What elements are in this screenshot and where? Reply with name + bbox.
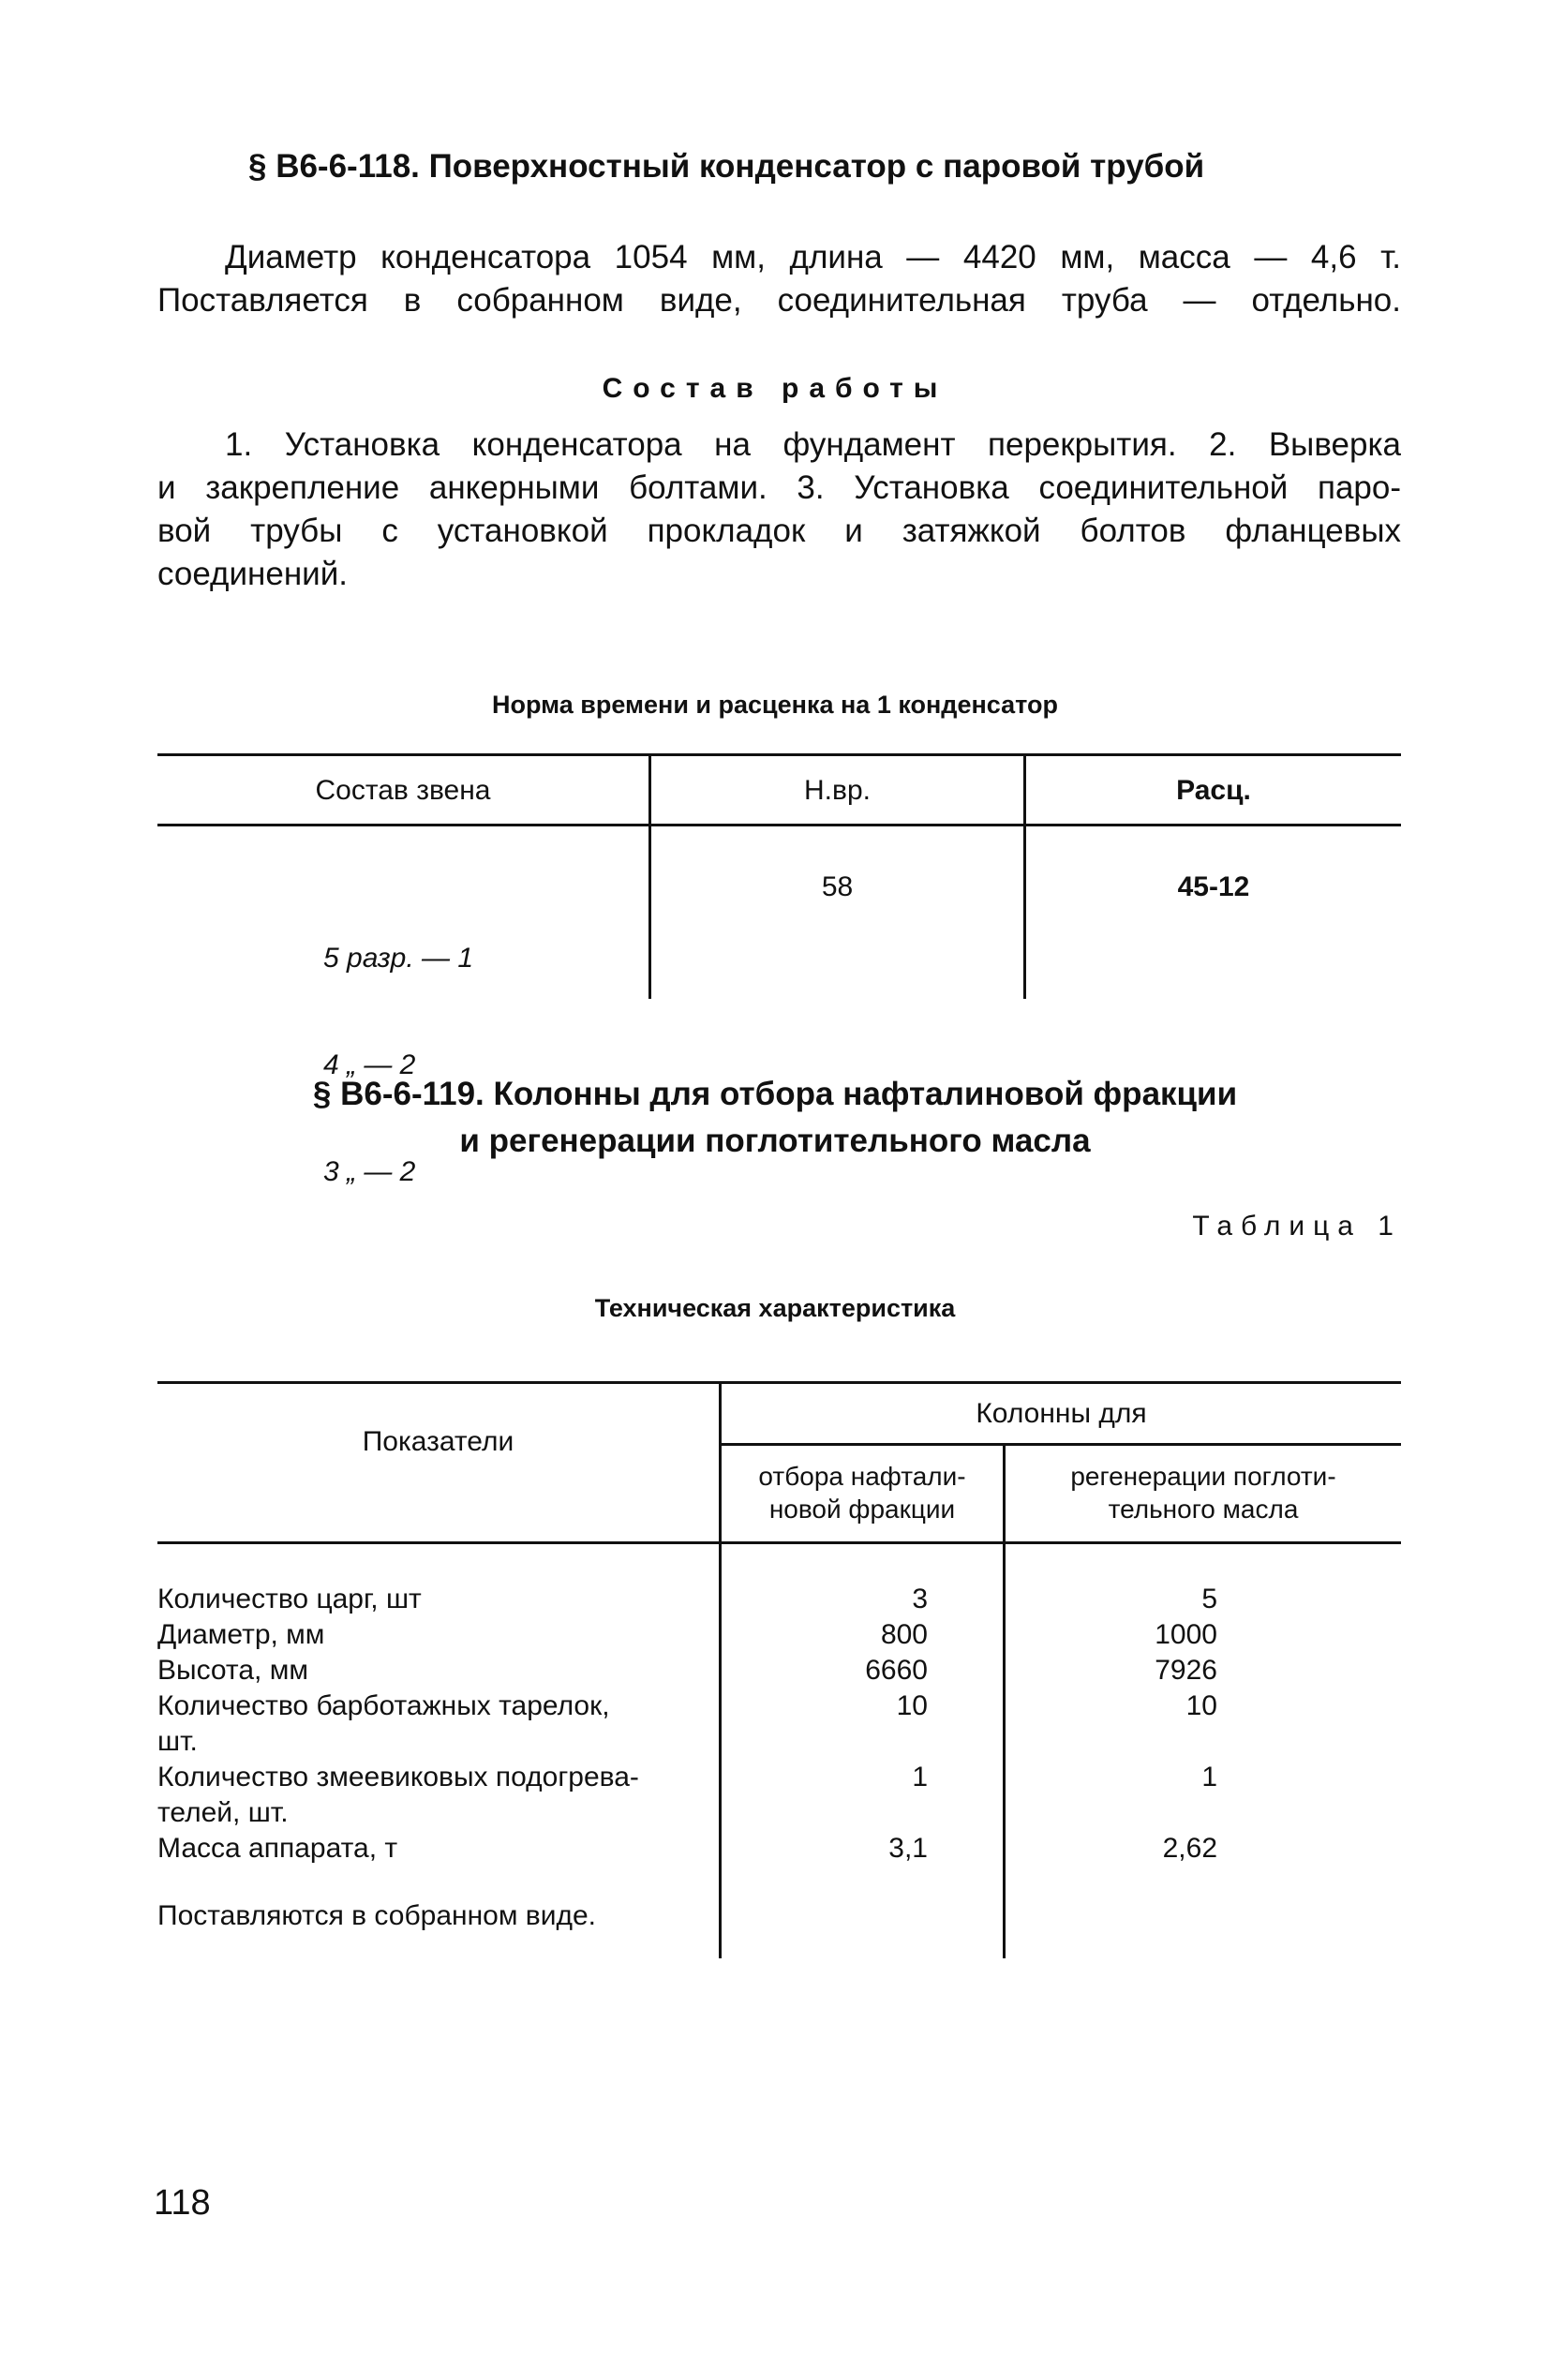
table-row [157, 1760, 1401, 1831]
crew-line: 4 „ — 2 [323, 1049, 416, 1080]
table-row [157, 1617, 1401, 1653]
section-heading-b6-6-119 [0, 1071, 1550, 1165]
description-line: Поставляется в собранном виде, соединительная труба — отдельно. [157, 282, 1401, 319]
rate-value: 45-12 [1177, 871, 1250, 902]
description-line: Диаметр конденсатора 1054 мм, длина — 4420 мм, масса — 4,6 т. [225, 239, 1401, 275]
table-number-label: Таблица 1 [1192, 1211, 1402, 1242]
norm-value: 58 [821, 871, 854, 902]
row-label: Высота, мм [157, 1655, 308, 1686]
norm-table-header-rule [157, 824, 1401, 826]
row-value-a: 3 [912, 1584, 928, 1614]
work-composition-title: Состав работы [602, 373, 948, 404]
condenser-description [157, 236, 1401, 322]
delivery-note: Поставляются в собранном виде. [157, 1900, 597, 1931]
row-value-b: 1000 [1155, 1619, 1217, 1650]
tech-table-group-rule [722, 1443, 1401, 1446]
norm-table-caption: Норма времени и расценка на 1 конденсатор [492, 691, 1058, 719]
work-line: соединений. [157, 556, 348, 592]
header-columns-for: Колонны для [976, 1398, 1147, 1429]
page-number: 118 [154, 2183, 211, 2223]
tech-table-body [157, 1582, 1401, 1867]
header-line: новой фракции [768, 1495, 956, 1524]
norm-table-top-rule [157, 753, 1401, 756]
row-value-b: 10 [1185, 1690, 1217, 1721]
row-label-line: Количество змеевиковых подогрева- [157, 1762, 639, 1792]
header-norm: Н.вр. [804, 775, 871, 806]
header-indicators: Показатели [362, 1426, 514, 1457]
tech-table-header-rule [157, 1541, 1401, 1544]
heading-line: и регенерации поглотительного масла [459, 1123, 1091, 1159]
row-value-b: 7926 [1155, 1655, 1217, 1686]
work-line: 1. Установка конденсатора на фундамент перекрытия. 2. Выверка [225, 426, 1401, 463]
row-value-b: 5 [1201, 1584, 1217, 1614]
header-rate: Расц. [1176, 775, 1251, 806]
row-label: Количество царг, шт [157, 1584, 422, 1614]
tech-table-caption: Техническая характеристика [594, 1294, 956, 1322]
row-label: Масса аппарата, т [157, 1833, 398, 1864]
row-value-a: 3,1 [888, 1833, 928, 1864]
header-crew: Состав звена [315, 775, 491, 806]
row-value-a: 1 [912, 1762, 928, 1792]
work-line: вой трубы с установкой прокладок и затяжкой болтов фланцевых [157, 513, 1401, 549]
table-row [157, 1582, 1401, 1617]
work-composition-text [157, 424, 1401, 596]
crew-line: 5 разр. — 1 [323, 943, 474, 974]
header-oil-regeneration [1006, 1460, 1401, 1525]
section-heading-b6-6-118: § В6-6-118. Поверхностный конденсатор с паровой трубой [248, 148, 1205, 185]
row-value-b: 2,62 [1162, 1833, 1217, 1864]
header-line: тельного масла [1108, 1495, 1299, 1524]
work-line: и закрепление анкерными болтами. 3. Установка соединительной паро- [157, 469, 1401, 506]
row-label-line: шт. [157, 1726, 198, 1757]
row-value-b: 1 [1201, 1762, 1217, 1792]
crew-line: 3 „ — 2 [323, 1156, 416, 1187]
row-label [157, 1688, 610, 1760]
row-label-line: телей, шт. [157, 1797, 289, 1828]
header-naphthalene-fraction [722, 1460, 1003, 1525]
tech-table-top-rule [157, 1381, 1401, 1384]
crew-composition [323, 870, 473, 1226]
table-row [157, 1688, 1401, 1760]
header-line: регенерации поглоти- [1070, 1462, 1336, 1491]
table-row [157, 1653, 1401, 1688]
row-value-a: 6660 [865, 1655, 928, 1686]
row-value-a: 10 [896, 1690, 928, 1721]
row-value-a: 800 [880, 1619, 928, 1650]
row-label-line: Количество барботажных тарелок, [157, 1690, 610, 1721]
heading-line: § В6-6-119. Колонны для отбора нафталиновой фракции [312, 1076, 1238, 1112]
header-line: отбора нафтали- [758, 1462, 966, 1491]
table-row [157, 1831, 1401, 1867]
row-label [157, 1760, 639, 1831]
row-label: Диаметр, мм [157, 1619, 325, 1650]
